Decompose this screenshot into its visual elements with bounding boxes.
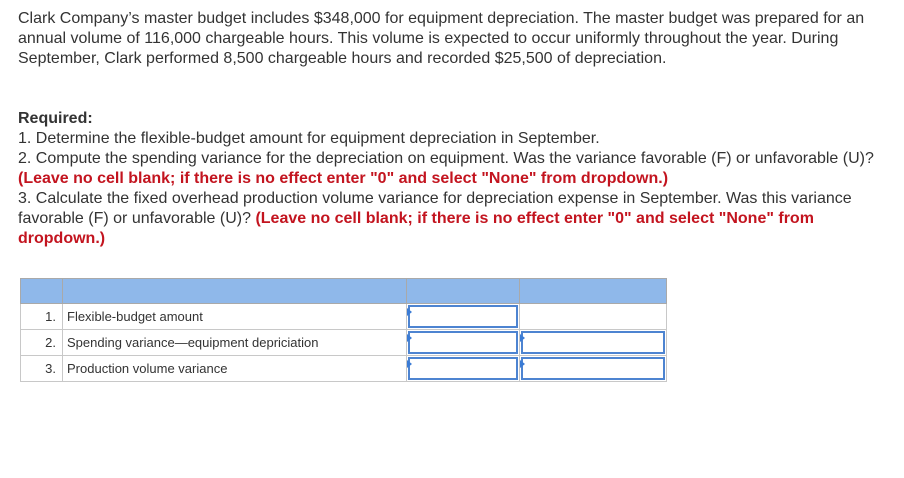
flexible-budget-amount-cell bbox=[407, 304, 520, 330]
table-row bbox=[21, 356, 667, 382]
input-marker-icon bbox=[407, 360, 412, 368]
spending-variance-effect-dropdown[interactable] bbox=[521, 331, 665, 354]
required-item-2 bbox=[18, 149, 888, 189]
flexible-budget-blank-cell bbox=[520, 304, 667, 330]
spending-variance-amount-input[interactable] bbox=[408, 331, 518, 354]
dropdown-marker-icon bbox=[520, 360, 525, 368]
spending-variance-effect-cell bbox=[520, 330, 667, 356]
dropdown-marker-icon bbox=[520, 334, 525, 342]
required-item-3 bbox=[18, 189, 888, 249]
required-item-3-text: 3. Calculate the fixed overhead production volume variance for depreciation expense in September. Was this variance favorable (F) or unfavorable (U)? bbox=[18, 190, 852, 227]
blank-cell bbox=[520, 304, 666, 329]
spending-variance-amount-cell bbox=[407, 330, 520, 356]
row-number: 3. bbox=[21, 356, 63, 382]
row-label: Flexible-budget amount bbox=[63, 304, 407, 330]
header-cell-effect bbox=[520, 279, 667, 304]
row-number: 2. bbox=[21, 330, 63, 356]
required-item-3-note: (Leave no cell blank; if there is no effect enter "0" and select "None" from dropdown.) bbox=[18, 210, 814, 247]
input-marker-icon bbox=[407, 334, 412, 342]
flexible-budget-amount-input[interactable] bbox=[408, 305, 518, 328]
row-label: Production volume variance bbox=[63, 356, 407, 382]
table-row bbox=[21, 304, 667, 330]
required-item-2-note: (Leave no cell blank; if there is no effect enter "0" and select "None" from dropdown.) bbox=[18, 170, 669, 187]
header-cell-number bbox=[21, 279, 63, 304]
row-number: 1. bbox=[21, 304, 63, 330]
problem-statement: Clark Company’s master budget includes $348,000 for equipment depreciation. The master budget was prepared for an annual volume of 116,000 chargeable hours. This volume is expected to occur uniformly throughout the year. During September, Clark performed 8,500 chargeable hours and recorded $25,500 of depreciation. bbox=[18, 10, 865, 67]
row-label: Spending variance—equipment depriciation bbox=[63, 330, 407, 356]
header-cell-label bbox=[63, 279, 407, 304]
volume-variance-amount-input[interactable] bbox=[408, 357, 518, 380]
volume-variance-effect-cell bbox=[520, 356, 667, 382]
required-item-2-text: 2. Compute the spending variance for the depreciation on equipment. Was the variance favorable (F) or unfavorable (U)? bbox=[18, 150, 874, 167]
required-section bbox=[18, 109, 888, 249]
required-item-1: 1. Determine the flexible-budget amount for equipment depreciation in September. bbox=[18, 130, 600, 147]
required-heading: Required: bbox=[18, 110, 93, 127]
table-row bbox=[21, 330, 667, 356]
answer-table bbox=[20, 278, 667, 382]
answer-table-header bbox=[21, 279, 667, 304]
volume-variance-amount-cell bbox=[407, 356, 520, 382]
input-marker-icon bbox=[407, 308, 412, 316]
volume-variance-effect-dropdown[interactable] bbox=[521, 357, 665, 380]
header-cell-amount bbox=[407, 279, 520, 304]
